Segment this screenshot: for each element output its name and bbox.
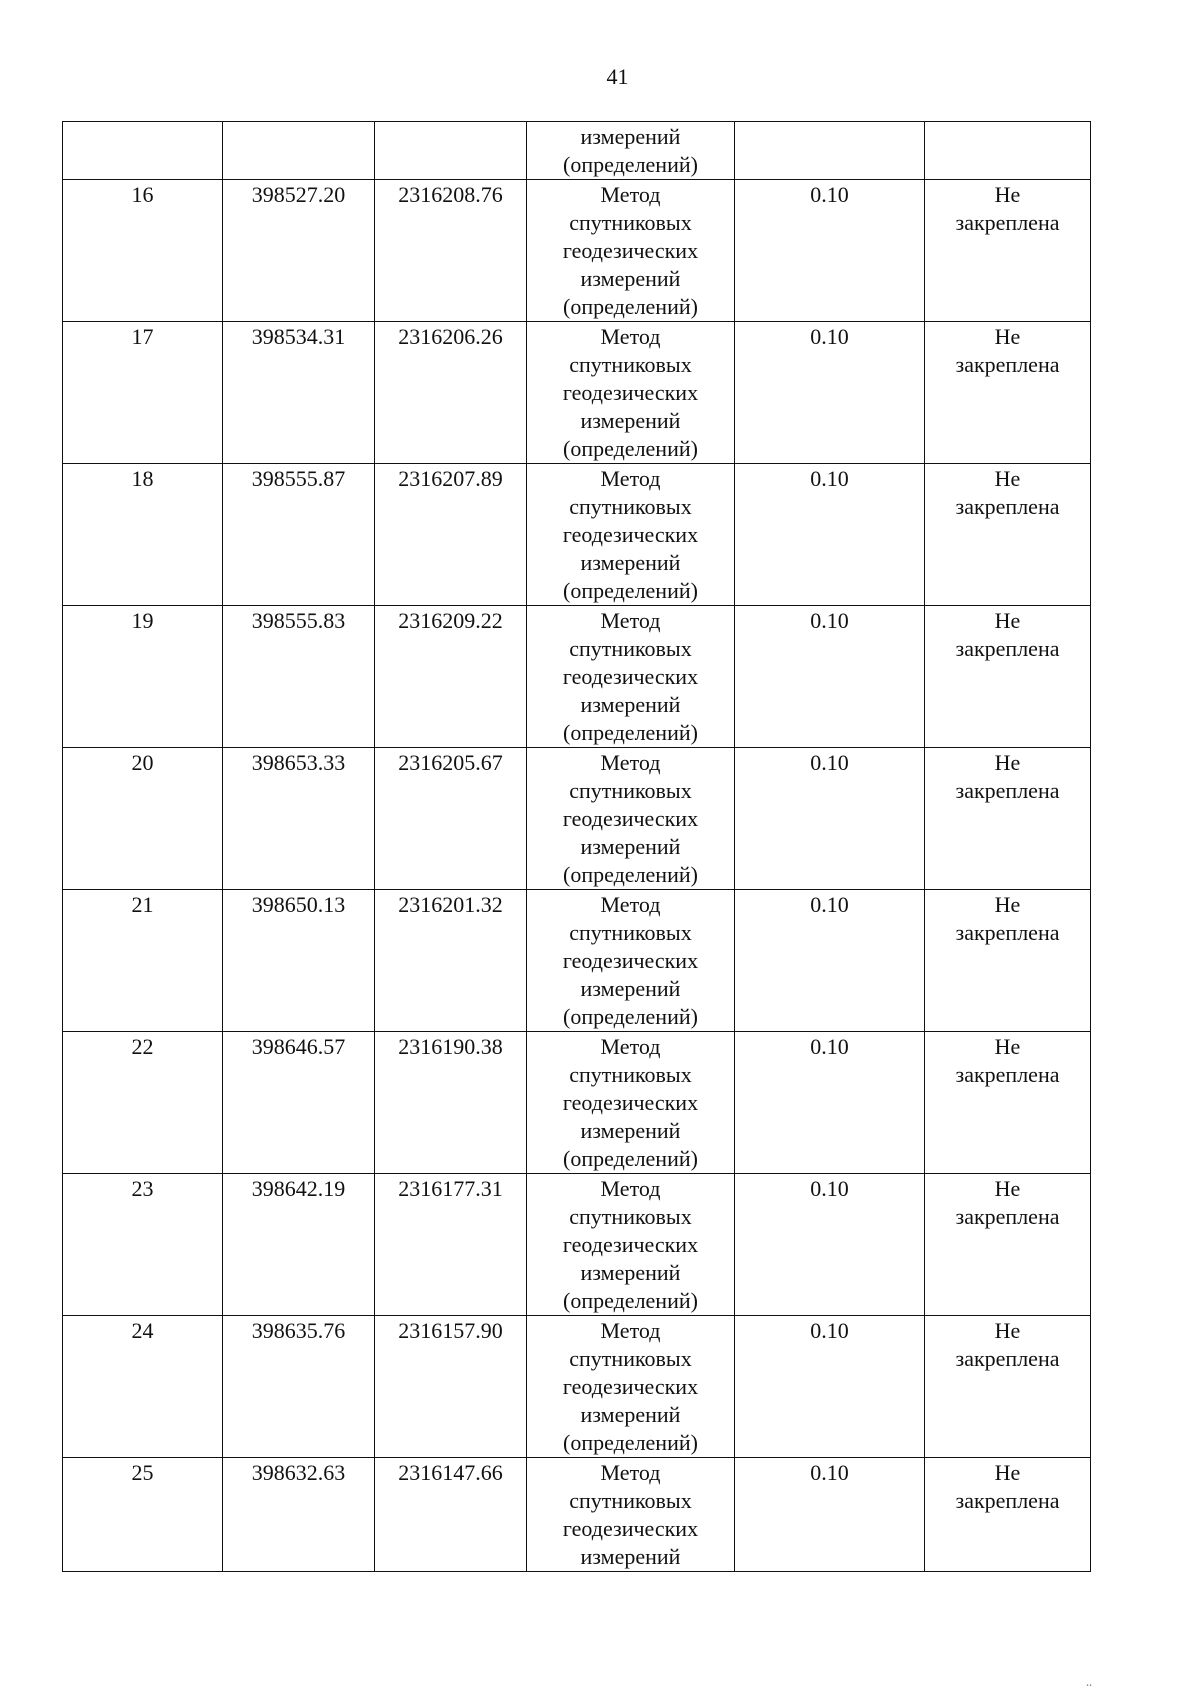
cell-method xyxy=(527,122,735,180)
method-line: геодезических xyxy=(562,1516,699,1541)
cell-point-number xyxy=(63,122,223,180)
cell-method xyxy=(527,606,735,748)
table-row xyxy=(63,1316,1091,1458)
cell-method xyxy=(527,1174,735,1316)
cell-x: 398527.20 xyxy=(223,180,375,322)
fixation-line: Не xyxy=(994,324,1021,349)
cell-fixation xyxy=(925,748,1091,890)
cell-method xyxy=(527,890,735,1032)
fixation-line: закреплена xyxy=(955,1346,1060,1371)
cell-y: 2316209.22 xyxy=(375,606,527,748)
cell-fixation xyxy=(925,1458,1091,1572)
method-line: Метод xyxy=(600,1460,661,1485)
cell-method xyxy=(527,322,735,464)
method-line: геодезических xyxy=(562,238,699,263)
cell-point-number: 25 xyxy=(63,1458,223,1572)
table-row xyxy=(63,1032,1091,1174)
cell-fixation xyxy=(925,1174,1091,1316)
method-line: (определений) xyxy=(563,1288,698,1313)
method-line: спутниковых xyxy=(569,210,692,235)
cell-y: 2316157.90 xyxy=(375,1316,527,1458)
fixation-line: закреплена xyxy=(955,494,1060,519)
cell-y: 2316201.32 xyxy=(375,890,527,1032)
method-line: измерений xyxy=(580,692,681,717)
cell-fixation xyxy=(925,606,1091,748)
cell-x: 398534.31 xyxy=(223,322,375,464)
cell-point-number: 22 xyxy=(63,1032,223,1174)
fixation-line: закреплена xyxy=(955,1204,1060,1229)
method-line: (определений) xyxy=(563,578,698,603)
method-line: измерений xyxy=(580,550,681,575)
cell-point-number: 17 xyxy=(63,322,223,464)
method-line: Метод xyxy=(600,466,661,491)
method-line: спутниковых xyxy=(569,494,692,519)
method-line: Метод xyxy=(600,892,661,917)
cell-fixation xyxy=(925,890,1091,1032)
fixation-line: Не xyxy=(994,608,1021,633)
cell-method xyxy=(527,1316,735,1458)
fixation-line: закреплена xyxy=(955,920,1060,945)
method-line: геодезических xyxy=(562,948,699,973)
method-line: (определений) xyxy=(563,152,698,177)
method-line: (определений) xyxy=(563,294,698,319)
cell-method xyxy=(527,748,735,890)
cell-precision: 0.10 xyxy=(735,464,925,606)
cell-y: 2316205.67 xyxy=(375,748,527,890)
cell-method xyxy=(527,180,735,322)
cell-x: 398642.19 xyxy=(223,1174,375,1316)
cell-precision: 0.10 xyxy=(735,180,925,322)
method-line: спутниковых xyxy=(569,352,692,377)
method-line: геодезических xyxy=(562,380,699,405)
method-line: спутниковых xyxy=(569,1346,692,1371)
fixation-line: закреплена xyxy=(955,636,1060,661)
method-line: измерений xyxy=(580,976,681,1001)
table-row xyxy=(63,180,1091,322)
method-line: (определений) xyxy=(563,1146,698,1171)
method-line: Метод xyxy=(600,608,661,633)
method-line: Метод xyxy=(600,324,661,349)
cell-point-number: 16 xyxy=(63,180,223,322)
cell-point-number: 20 xyxy=(63,748,223,890)
cell-fixation xyxy=(925,180,1091,322)
fixation-line: Не xyxy=(994,1034,1021,1059)
cell-y: 2316147.66 xyxy=(375,1458,527,1572)
cell-y xyxy=(375,122,527,180)
fixation-line: закреплена xyxy=(955,1488,1060,1513)
fixation-line: закреплена xyxy=(955,778,1060,803)
method-line: измерений xyxy=(580,1118,681,1143)
fixation-line: закреплена xyxy=(955,210,1060,235)
cell-method xyxy=(527,464,735,606)
method-line: геодезических xyxy=(562,664,699,689)
coordinates-table xyxy=(62,121,1091,1572)
cell-precision: 0.10 xyxy=(735,1458,925,1572)
cell-precision xyxy=(735,122,925,180)
method-line: Метод xyxy=(600,182,661,207)
cell-fixation xyxy=(925,1032,1091,1174)
fixation-line: Не xyxy=(994,750,1021,775)
cell-y: 2316190.38 xyxy=(375,1032,527,1174)
table-row xyxy=(63,606,1091,748)
fixation-line: Не xyxy=(994,1460,1021,1485)
cell-point-number: 18 xyxy=(63,464,223,606)
fixation-line: закреплена xyxy=(955,1062,1060,1087)
method-line: спутниковых xyxy=(569,636,692,661)
table-row-continuation xyxy=(63,122,1091,180)
cell-y: 2316208.76 xyxy=(375,180,527,322)
method-line: измерений xyxy=(580,1260,681,1285)
fixation-line: Не xyxy=(994,1176,1021,1201)
cell-y: 2316206.26 xyxy=(375,322,527,464)
fixation-line: Не xyxy=(994,182,1021,207)
table-row xyxy=(63,890,1091,1032)
cell-fixation xyxy=(925,322,1091,464)
cell-x: 398555.87 xyxy=(223,464,375,606)
cell-fixation xyxy=(925,464,1091,606)
table-row xyxy=(63,322,1091,464)
table-row xyxy=(63,1458,1091,1572)
table-row xyxy=(63,1174,1091,1316)
method-line: Метод xyxy=(600,750,661,775)
method-line: (определений) xyxy=(563,720,698,745)
method-line: измерений xyxy=(580,834,681,859)
cell-method xyxy=(527,1032,735,1174)
cell-precision: 0.10 xyxy=(735,1316,925,1458)
cell-x: 398632.63 xyxy=(223,1458,375,1572)
method-line: Метод xyxy=(600,1318,661,1343)
method-line: (определений) xyxy=(563,862,698,887)
method-line: Метод xyxy=(600,1034,661,1059)
method-line: геодезических xyxy=(562,522,699,547)
method-line: измерений xyxy=(580,1402,681,1427)
method-line: геодезических xyxy=(562,806,699,831)
cell-x: 398653.33 xyxy=(223,748,375,890)
cell-y: 2316207.89 xyxy=(375,464,527,606)
table-row xyxy=(63,748,1091,890)
cell-point-number: 23 xyxy=(63,1174,223,1316)
method-line: спутниковых xyxy=(569,778,692,803)
cell-point-number: 24 xyxy=(63,1316,223,1458)
cell-precision: 0.10 xyxy=(735,606,925,748)
fixation-line: закреплена xyxy=(955,352,1060,377)
table-row xyxy=(63,464,1091,606)
cell-x: 398646.57 xyxy=(223,1032,375,1174)
cell-x xyxy=(223,122,375,180)
corner-mark: ∙∙ xyxy=(1086,1678,1092,1692)
method-line: измерений xyxy=(580,266,681,291)
cell-precision: 0.10 xyxy=(735,890,925,1032)
table-body xyxy=(63,122,1091,1572)
page-number: 41 xyxy=(606,64,629,89)
method-line: измерений xyxy=(580,124,681,149)
method-line: (определений) xyxy=(563,436,698,461)
method-line: измерений xyxy=(580,408,681,433)
method-line: спутниковых xyxy=(569,1062,692,1087)
method-line: спутниковых xyxy=(569,1204,692,1229)
method-line: геодезических xyxy=(562,1232,699,1257)
method-line: геодезических xyxy=(562,1090,699,1115)
cell-precision: 0.10 xyxy=(735,1032,925,1174)
cell-point-number: 21 xyxy=(63,890,223,1032)
method-line: геодезических xyxy=(562,1374,699,1399)
cell-x: 398555.83 xyxy=(223,606,375,748)
cell-precision: 0.10 xyxy=(735,322,925,464)
method-line: спутниковых xyxy=(569,1488,692,1513)
cell-point-number: 19 xyxy=(63,606,223,748)
method-line: Метод xyxy=(600,1176,661,1201)
cell-x: 398635.76 xyxy=(223,1316,375,1458)
cell-fixation xyxy=(925,122,1091,180)
cell-precision: 0.10 xyxy=(735,1174,925,1316)
method-line: спутниковых xyxy=(569,920,692,945)
method-line: измерений xyxy=(580,1544,681,1569)
fixation-line: Не xyxy=(994,466,1021,491)
method-line: (определений) xyxy=(563,1430,698,1455)
cell-precision: 0.10 xyxy=(735,748,925,890)
cell-method xyxy=(527,1458,735,1572)
fixation-line: Не xyxy=(994,1318,1021,1343)
cell-x: 398650.13 xyxy=(223,890,375,1032)
fixation-line: Не xyxy=(994,892,1021,917)
method-line: (определений) xyxy=(563,1004,698,1029)
cell-y: 2316177.31 xyxy=(375,1174,527,1316)
cell-fixation xyxy=(925,1316,1091,1458)
